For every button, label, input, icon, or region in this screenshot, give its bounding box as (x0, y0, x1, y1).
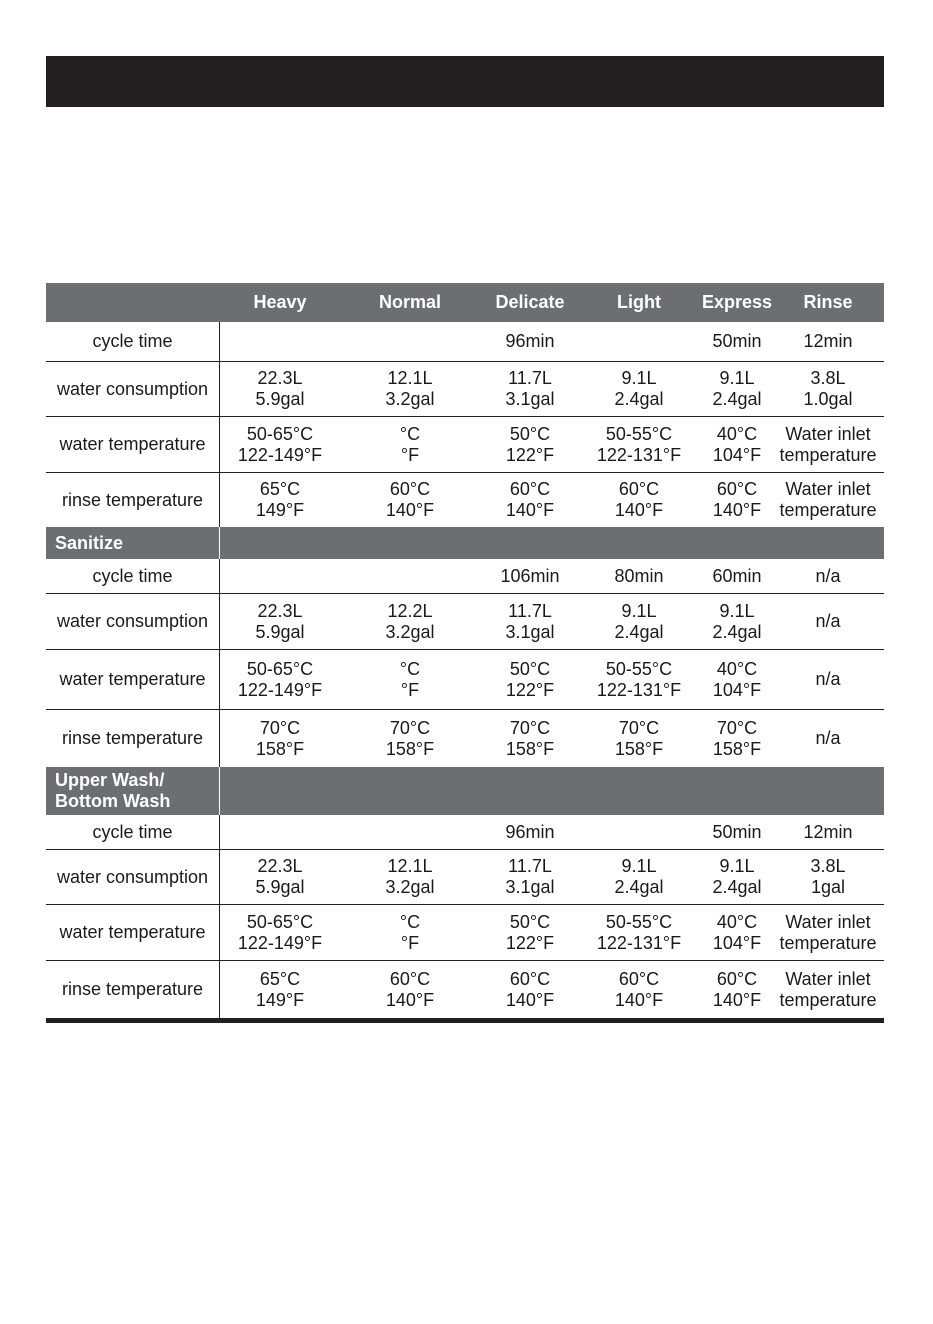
table-cell (220, 710, 340, 767)
table-row (46, 904, 884, 960)
table-cell (692, 473, 782, 527)
cell-line: 104°F (712, 679, 762, 700)
table-cell (470, 559, 590, 593)
table-cell (220, 322, 340, 361)
cell-line: 158°F (614, 738, 664, 759)
table-cell (579, 559, 699, 593)
table-cell (778, 362, 878, 416)
table-cell (350, 362, 470, 416)
cell-line: 9.1L (621, 600, 657, 621)
cell-line: 50-65°C (246, 658, 314, 679)
cell-line: 3.2gal (385, 621, 435, 642)
table-cell (692, 650, 782, 709)
table-cell (579, 850, 699, 904)
cell-line: 40°C (716, 658, 758, 679)
table-cell (350, 961, 470, 1018)
cell-line: °F (400, 679, 420, 700)
row-label: rinse temperature (46, 710, 220, 767)
cell-line: 140°F (614, 989, 664, 1010)
cell-line: 50-65°C (246, 911, 314, 932)
cell-line: 3.1gal (505, 621, 555, 642)
column-header-normal: Normal (378, 292, 441, 312)
cell-line: 9.1L (621, 856, 657, 876)
table-row (46, 361, 884, 416)
table-cell (692, 559, 782, 593)
cell-line: 158°F (255, 738, 305, 759)
section-title-line: Bottom Wash (55, 791, 171, 811)
table-cell (350, 905, 470, 960)
table-cell (778, 850, 878, 904)
cell-line: 60°C (716, 479, 758, 499)
table-cell (692, 362, 782, 416)
cell-line: 9.1L (719, 856, 755, 876)
column-header-delicate: Delicate (495, 292, 565, 312)
cell-line: 60°C (389, 479, 431, 499)
cell-line: 104°F (712, 444, 762, 465)
cell-line: 50-55°C (605, 911, 673, 932)
cell-line: 50min (712, 821, 762, 842)
table-row (46, 559, 884, 593)
table-cell (778, 417, 878, 472)
cell-line: 50-65°C (246, 423, 314, 444)
table-cell (470, 322, 590, 361)
table-cell (778, 322, 878, 361)
cell-line: 60°C (716, 968, 758, 989)
cell-line: 140°F (614, 500, 664, 520)
table-cell (579, 905, 699, 960)
table-cell (692, 850, 782, 904)
cell-line: 9.1L (719, 600, 755, 621)
cell-line: Water inlet (785, 423, 871, 444)
cell-line: n/a (815, 669, 841, 689)
column-header-heavy: Heavy (253, 292, 307, 312)
cell-line: 158°F (712, 738, 762, 759)
cell-line: 122°F (505, 444, 555, 465)
table-cell (470, 650, 590, 709)
cell-line: 122-149°F (237, 444, 323, 465)
cell-line: 140°F (505, 989, 555, 1010)
cell-line: 3.8L (810, 368, 846, 388)
table-cell (778, 594, 878, 649)
row-label: water temperature (46, 905, 220, 960)
table-cell (778, 473, 878, 527)
row-label: rinse temperature (46, 961, 220, 1018)
cell-line: 122-131°F (596, 444, 682, 465)
cell-line: 50°C (509, 658, 551, 679)
table-cell (470, 815, 590, 849)
cell-line: 12.2L (387, 600, 433, 621)
cell-line: °C (399, 658, 421, 679)
table-cell (350, 322, 470, 361)
table-cell (579, 322, 699, 361)
table-cell (470, 594, 590, 649)
section-title: Sanitize (46, 527, 220, 559)
row-label: cycle time (46, 559, 220, 593)
table-cell (692, 961, 782, 1018)
cell-line: 12min (803, 331, 853, 351)
cell-line: 12.1L (387, 856, 433, 876)
table-bottom-rule (46, 1018, 884, 1023)
cell-line: temperature (779, 932, 877, 953)
cell-line: °F (400, 444, 420, 465)
cell-line: 2.4gal (614, 877, 664, 897)
cell-line: 3.8L (810, 856, 846, 876)
cell-line: 60°C (618, 479, 660, 499)
section-header (46, 767, 884, 815)
cell-line: 122°F (505, 932, 555, 953)
column-header-express: Express (701, 292, 773, 312)
table-cell (778, 961, 878, 1018)
row-label: water consumption (46, 850, 220, 904)
cell-line: 70°C (618, 717, 660, 738)
table-cell (579, 650, 699, 709)
table-row (46, 416, 884, 472)
table-cell (220, 850, 340, 904)
table-cell (692, 322, 782, 361)
table-row (46, 593, 884, 649)
cell-line: 140°F (385, 500, 435, 520)
table-cell (579, 710, 699, 767)
table-cell (470, 473, 590, 527)
table-cell (470, 417, 590, 472)
cell-line: 11.7L (508, 600, 552, 621)
table-cell (350, 417, 470, 472)
cell-line: 140°F (712, 500, 762, 520)
cell-line: 158°F (385, 738, 435, 759)
table-row (46, 322, 884, 361)
row-label: water temperature (46, 650, 220, 709)
cell-line: 50min (712, 331, 762, 351)
table-cell (220, 815, 340, 849)
table-row (46, 849, 884, 904)
table-cell (350, 650, 470, 709)
cell-line: 60°C (509, 968, 551, 989)
table-cell (579, 473, 699, 527)
section-header (46, 527, 884, 559)
cell-line: 3.1gal (505, 877, 555, 897)
title-bar (46, 56, 884, 107)
table-cell (579, 362, 699, 416)
cell-line: 122-149°F (237, 932, 323, 953)
cell-line: 5.9gal (255, 621, 305, 642)
cell-line: 60°C (389, 968, 431, 989)
cell-line: 40°C (716, 423, 758, 444)
cell-line: Water inlet (785, 911, 871, 932)
cell-line: 9.1L (621, 368, 657, 388)
table-cell (350, 559, 470, 593)
cell-line: 140°F (505, 500, 555, 520)
cell-line: 122-131°F (596, 679, 682, 700)
cell-line: temperature (779, 989, 877, 1010)
cell-line: 122-131°F (596, 932, 682, 953)
cell-line: 70°C (716, 717, 758, 738)
table-cell (350, 473, 470, 527)
table-cell (778, 905, 878, 960)
row-label: rinse temperature (46, 473, 220, 527)
cell-line: 104°F (712, 932, 762, 953)
cell-line: 122°F (505, 679, 555, 700)
cell-line: 80min (614, 565, 664, 586)
table-cell (220, 905, 340, 960)
cell-line: 12.1L (387, 368, 433, 388)
cell-line: 3.2gal (385, 389, 435, 409)
table-cell (692, 594, 782, 649)
cell-line: 22.3L (257, 368, 303, 388)
cycle-spec-table (46, 283, 884, 1023)
table-cell (350, 815, 470, 849)
cell-line: 122-149°F (237, 679, 323, 700)
cell-line: 3.1gal (505, 389, 555, 409)
cell-line: 158°F (505, 738, 555, 759)
table-row (46, 815, 884, 849)
cell-line: 96min (505, 331, 555, 351)
table-cell (778, 559, 878, 593)
table-cell (778, 710, 878, 767)
cell-line: 22.3L (257, 600, 303, 621)
table-cell (470, 850, 590, 904)
cell-line: °F (400, 932, 420, 953)
cell-line: 12min (803, 821, 853, 842)
table-header (46, 283, 884, 322)
cell-line: 60°C (618, 968, 660, 989)
table-cell (470, 961, 590, 1018)
table-cell (579, 961, 699, 1018)
cell-line: 2.4gal (614, 621, 664, 642)
row-label: cycle time (46, 322, 220, 361)
table-row (46, 709, 884, 767)
table-cell (470, 710, 590, 767)
table-cell (692, 905, 782, 960)
column-header-light: Light (617, 292, 661, 312)
cell-line: 60min (712, 565, 762, 586)
cell-line: n/a (815, 611, 841, 631)
cell-line: 2.4gal (712, 621, 762, 642)
table-cell (579, 815, 699, 849)
section-title-line: Upper Wash/ (55, 770, 165, 790)
cell-line: 2.4gal (614, 389, 664, 409)
cell-line: 11.7L (508, 368, 552, 388)
table-cell (470, 905, 590, 960)
table-cell (220, 594, 340, 649)
row-label: water consumption (46, 594, 220, 649)
table-cell (579, 417, 699, 472)
table-cell (778, 650, 878, 709)
cell-line: 50-55°C (605, 658, 673, 679)
cell-line: n/a (815, 565, 841, 586)
table-cell (470, 362, 590, 416)
cell-line: 9.1L (719, 368, 755, 388)
cell-line: 96min (505, 821, 555, 842)
cell-line: 50-55°C (605, 423, 673, 444)
cell-line: 70°C (389, 717, 431, 738)
cell-line: 2.4gal (712, 877, 762, 897)
cell-line: 3.2gal (385, 877, 435, 897)
cell-line: 140°F (385, 989, 435, 1010)
cell-line: 65°C (259, 479, 301, 499)
cell-line: 2.4gal (712, 389, 762, 409)
table-cell (692, 417, 782, 472)
table-cell (692, 710, 782, 767)
column-header-rinse: Rinse (803, 292, 853, 312)
table-row (46, 649, 884, 709)
table-cell (220, 559, 340, 593)
cell-line: temperature (779, 500, 877, 520)
cell-line: 106min (500, 565, 560, 586)
cell-line: Water inlet (785, 479, 871, 499)
cell-line: Water inlet (785, 968, 871, 989)
table-cell (350, 850, 470, 904)
section-title (46, 767, 220, 815)
row-label: water consumption (46, 362, 220, 416)
table-cell (220, 961, 340, 1018)
table-cell (220, 473, 340, 527)
cell-line: 5.9gal (255, 389, 305, 409)
cell-line: 50°C (509, 911, 551, 932)
cell-line: 5.9gal (255, 877, 305, 897)
cell-line: °C (399, 423, 421, 444)
cell-line: 140°F (712, 989, 762, 1010)
table-cell (350, 594, 470, 649)
cell-line: 70°C (259, 717, 301, 738)
table-cell (220, 650, 340, 709)
cell-line: °C (399, 911, 421, 932)
row-label: water temperature (46, 417, 220, 472)
table-cell (778, 815, 878, 849)
table-cell (350, 710, 470, 767)
cell-line: 11.7L (508, 856, 552, 876)
cell-line: 65°C (259, 968, 301, 989)
table-row (46, 960, 884, 1018)
cell-line: 50°C (509, 423, 551, 444)
cell-line: 149°F (255, 500, 305, 520)
table-cell (220, 417, 340, 472)
table-cell (579, 594, 699, 649)
cell-line: 70°C (509, 717, 551, 738)
table-row (46, 472, 884, 527)
cell-line: 1.0gal (803, 389, 853, 409)
table-cell (220, 362, 340, 416)
cell-line: 149°F (255, 989, 305, 1010)
cell-line: temperature (779, 444, 877, 465)
cell-line: 1gal (810, 877, 846, 897)
cell-line: 60°C (509, 479, 551, 499)
cell-line: n/a (815, 728, 841, 748)
row-label: cycle time (46, 815, 220, 849)
cell-line: 22.3L (257, 856, 303, 876)
table-cell (692, 815, 782, 849)
cell-line: 40°C (716, 911, 758, 932)
